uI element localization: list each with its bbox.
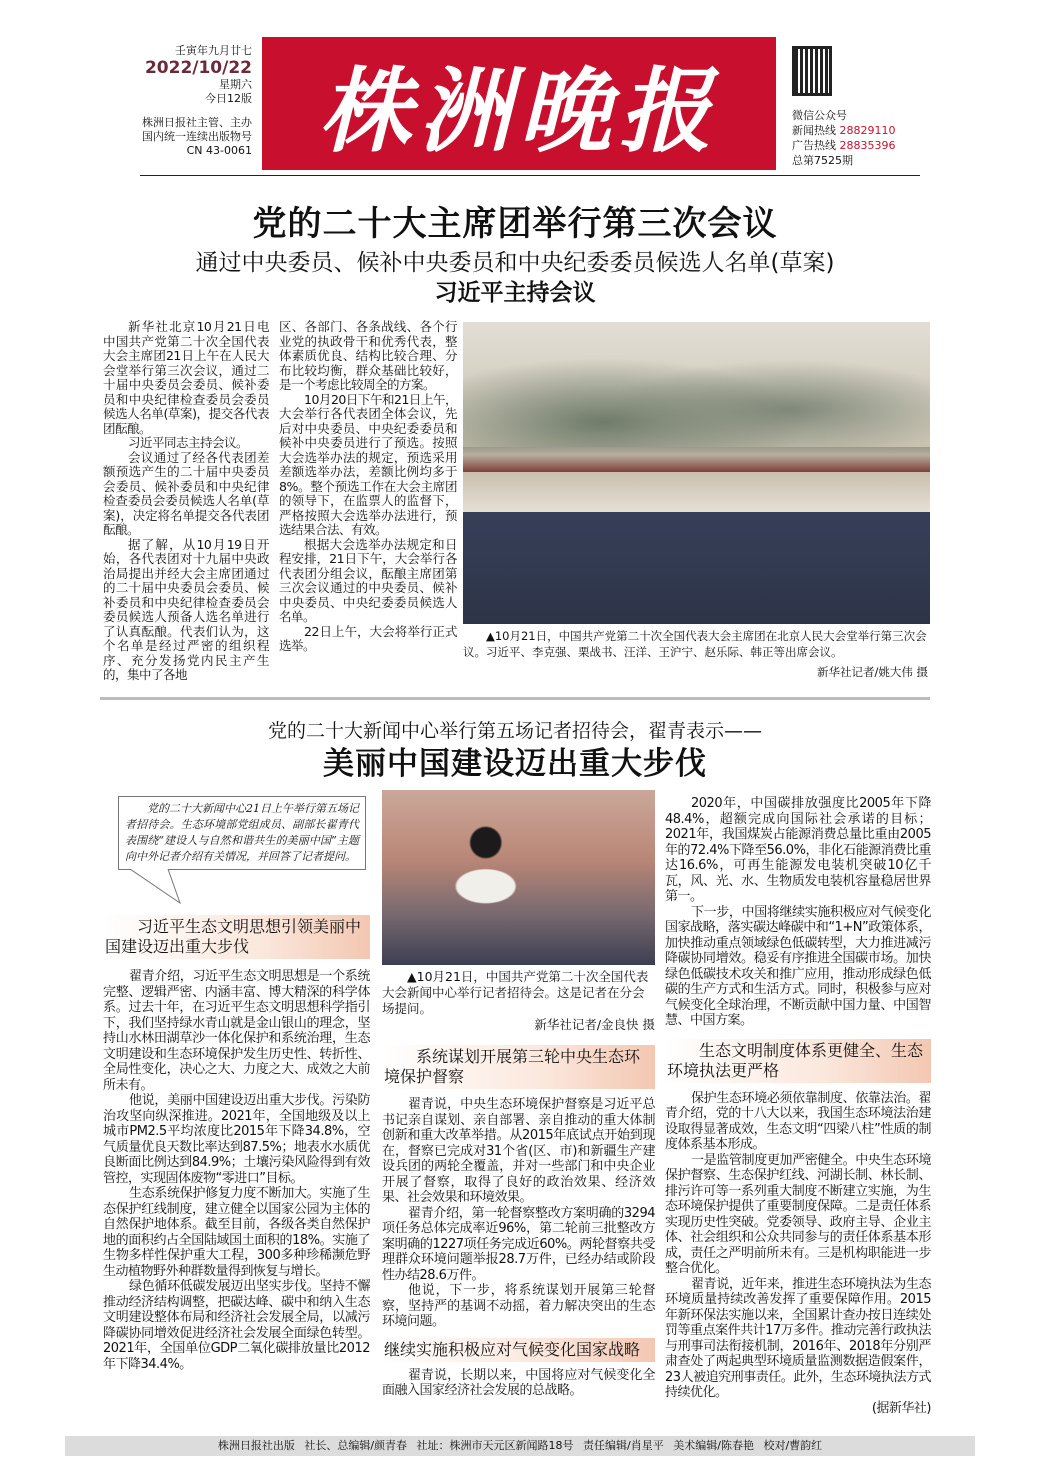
second-column-2	[382, 790, 655, 1399]
paragraph: 2020年，中国碳排放强度比2005年下降48.4%，超额完成向国际社会承诺的目标；2021年，我国煤炭占能源消费总量比重由2005年的72.4%下降至56.0%，非化石能源消费比重达16.6%，可再生能源发电装机突破10亿千瓦，风、光、水、生物质发电装机容量稳居世界第一。	[665, 796, 931, 904]
footer-imprint: 株洲日报社出版 社长、总编辑/颜青春 社址：株洲市天元区新闻路18号 责任编辑/肖星平 美术编辑/陈春艳 校对/曹韵红	[65, 1436, 975, 1456]
paragraph: 翟青说，近年来，推进生态环境执法为生态环境质量持续改善发挥了重要保障作用。2015年新环保法实施以来，全国累计查办按日连续处罚等重点案件共计17万多件。推动完善行政执法与刑事司法衔接机制，2016年、2018年分别严肃查处了两起典型环境质量监测数据造假案件，23人被追究刑事责任。此外，生态环境执法方式持续优化。	[665, 1276, 931, 1400]
section-2-text	[382, 1097, 655, 1330]
paragraph: 10月20日下午和21日上午，大会举行各代表团全体会议，先后对中央委员、中央纪委委员和候补中央委员进行了预选。按照大会选举办法的规定，预选采用差额选举办法，差额比例均多于8%。整个预选工作在大会主席团的领导下，在监票人的监督下，严格按照大会选举办法进行，预选结果合法、有效。	[279, 391, 457, 537]
second-column-1	[103, 796, 370, 1372]
masthead-right-info	[792, 108, 896, 168]
paragraph: 翟青说，长期以来，中国将应对气候变化全面融入国家经济社会发展的总战略。	[382, 1367, 655, 1398]
photo-caption: ▲10月21日，中国共产党第二十次全国代表大会新闻中心举行记者招待会。这是记者在分会场提问。	[382, 969, 649, 1016]
section-heading: 系统谋划开展第三轮中央生态环 境保护督察	[382, 1045, 655, 1089]
paragraph: 一是监管制度更加严密健全。中央生态环境保护督察、生态保护红线、河湖长制、林长制、排污许可等一系列重大制度不断建立实施，为生态环境保护提供了重要制度保障。二是责任体系实现历史性突破。党委领导、政府主导、企业主体、社会组织和公众共同参与的责任体系基本形成，责任之严明前所未有。三是机构职能进一步整合优化。	[665, 1152, 931, 1276]
section-4-text	[665, 1091, 931, 1417]
newspaper-logo: 株洲晚报	[262, 37, 776, 170]
section-heading: 生态文明制度体系更健全、生态 环境执法更严格	[665, 1039, 931, 1083]
cn-number: CN 43-0061	[186, 144, 252, 157]
news-hotline-label: 新闻热线	[792, 124, 836, 137]
news-hotline: 28829110	[839, 124, 896, 137]
section-1-text	[103, 969, 370, 1372]
divider	[100, 697, 930, 700]
paragraph: 下一步，中国将继续实施积极应对气候变化国家战略，落实碳达峰碳中和“1+N”政策体系，加快推动重点领域绿色低碳转型，大力推进减污降碳协同增效。稳妥有序推进全国碳市场。加快绿色低碳技术攻关和推广应用，推动形成绿色低碳的生产方式和生活方式。同时，积极参与应对气候变化全球治理，不断贡献中国力量、中国智慧、中国方案。	[665, 904, 931, 1028]
lead-subhead: 通过中央委员、候补中央委员和中央纪委委员候选人名单(草案)	[195, 250, 835, 276]
paragraph: 根据大会选举办法规定和日程安排，21日下午，大会举行各代表团分组会议，酝酿主席团第三次会议通过的中央委员、候补中央委员、中央纪委委员候选人名单。	[279, 536, 457, 624]
paragraph: 生态系统保护修复力度不断加大。实施了生态保护红线制度，建立健全以国家公园为主体的自然保护地体系。截至目前，各级各类自然保护地的面积约占全国陆域国土面积的18%。实施了生物多样性保护重大工程，300多种珍稀濒危野生动植物野外种群数量得到恢复与增长。	[103, 1186, 370, 1279]
section-3-text-start	[382, 1368, 655, 1399]
paragraph: 翟青说，中央生态环境保护督察是习近平总书记亲自谋划、亲自部署、亲自推动的重大体制创新和重大改革举措。从2015年底试点开始到现在，督察已完成对31个省(区、市)和新疆生产建设兵团的两轮全覆盖，并对一些部门和中央企业开展了督察，取得了良好的政治效果、经济效果、社会效果和环境效果。	[382, 1097, 655, 1205]
second-column-3	[665, 796, 931, 1416]
paragraph: 保护生态环境必须依靠制度、依靠法治。翟青介绍，党的十八大以来，我国生态环境法治建设取得显著成效，生态文明“四梁八柱”性质的制度体系基本形成。	[665, 1090, 931, 1152]
paragraph: 据了解，从10月19日开始，各代表团对十九届中央政治局提出并经大会主席团通过的二十届中央委员会委员、候补委员和中央纪律检查委员会委员候选人预备人选名单进行了认真酝酿。代表们认为，这个名单是经过严密的组织程序、充分发扬党内民主产生的，集中了各地	[103, 536, 269, 682]
lead-headline: 党的二十大主席团举行第三次会议	[252, 204, 778, 244]
issue-number: 总第7525期	[792, 154, 853, 167]
divider	[140, 175, 920, 176]
masthead-left-info	[130, 44, 252, 158]
ad-hotline: 28835396	[839, 139, 896, 152]
publisher-line: 国内统一连续出版物号	[142, 130, 252, 143]
qr-code-icon	[792, 46, 832, 96]
lead-photo-credit: 新华社记者/姚大伟 摄	[816, 665, 928, 679]
wechat-label: 微信公众号	[792, 109, 847, 122]
lead-column-2	[279, 320, 457, 654]
press-conference-photo	[382, 790, 655, 965]
photo-credit: 新华社记者/金良快 摄	[534, 1017, 655, 1032]
section-heading: 继续实施积极应对气候变化国家战略	[382, 1338, 655, 1362]
section-3-text	[665, 796, 931, 1029]
paragraph: 习近平同志主持会议。	[128, 435, 249, 450]
lead-photo	[463, 322, 930, 624]
paragraph: 区、各部门、各条战线、各个行业党的执政骨干和优秀代表，整体素质优良、结构比较合理、分布比较均衡，群众基础比较好，是一个考虑比较周全的方案。	[279, 319, 457, 392]
paragraph: 22日上午，大会将举行正式选举。	[279, 623, 457, 653]
lead-photo-caption: ▲10月21日，中国共产党第二十次全国代表大会主席团在北京人民大会堂举行第三次会议。习近平、李克强、栗战书、汪洋、王沪宁、赵乐际、韩正等出席会议。	[463, 629, 927, 659]
paragraph: 他说，下一步，将系统谋划开展第三轮督察，坚持严的基调不动摇，着力解决突出的生态环境问题。	[382, 1283, 655, 1329]
second-kicker: 党的二十大新闻中心举行第五场记者招待会，翟青表示——	[267, 720, 762, 742]
paragraph: 他说，美丽中国建设迈出重大步伐。污染防治攻坚向纵深推进。2021年，全国地级及以上城市PM2.5平均浓度比2015年下降34.8%，空气质量优良天数比率达到87.5%；地表水水质优良断面比例达到84.9%；土壤污染风险得到有效管控，实现固体废物“零进口”目标。	[103, 1093, 370, 1186]
paragraph: 翟青介绍，第一轮督察整改方案明确的3294项任务总体完成率近96%，第二轮前三批整改方案明确的1227项任务完成近60%。两轮督察共受理群众环境问题举报28.7万件，已经办结或阶段性办结28.6万件。	[382, 1205, 655, 1283]
paragraph: 新华社北京10月21日电 中国共产党第二十次全国代表大会主席团21日上午在人民大会堂举行第三次会议，通过二十届中央委员会委员、候补委员和中央纪律检查委员会委员候选人名单(草案)，提交各代表团酝酿。	[103, 319, 269, 436]
page-count: 今日12版	[205, 92, 252, 105]
weekday: 星期六	[219, 78, 252, 91]
issue-date: 2022/10/22	[144, 58, 252, 78]
callout-box: 党的二十大新闻中心21日上午举行第五场记者招待会。生态环境部党组成员、副部长翟青代表围绕“建设人与自然和谐共生的美丽中国”主题向中外记者介绍有关情况，并回答了记者提问。	[118, 796, 366, 870]
lead-column-1	[103, 320, 269, 683]
publisher-line: 株洲日报社主管、主办	[142, 116, 252, 129]
second-headline: 美丽中国建设迈出重大步伐	[323, 746, 707, 782]
section-heading: 习近平生态文明思想引领美丽中 国建设迈出重大步伐	[103, 915, 370, 959]
paragraph: 翟青介绍，习近平生态文明思想是一个系统完整、逻辑严密、内涵丰富、博大精深的科学体系。过去十年，在习近平生态文明思想科学指引下，我们坚持绿水青山就是金山银山的理念，坚持山水林田湖草沙一体化保护和系统治理，生态文明建设和生态环境保护发生历史性、转折性、全局性变化，决心之大、力度之大、成效之大前所未有。	[103, 969, 370, 1093]
paragraph: 绿色循环低碳发展迈出坚实步伐。坚持不懈推动经济结构调整，把碳达峰、碳中和纳入生态文明建设整体布局和经济社会发展全局，以减污降碳协同增效促进经济社会发展全面绿色转型。2021年，全国单位GDP二氧化碳排放量比2012年下降34.4%。	[103, 1279, 370, 1372]
lead-subhead-2: 习近平主持会议	[434, 280, 596, 306]
paragraph: 会议通过了经各代表团差额预选产生的二十届中央委员会委员、候补委员和中央纪律检查委员会委员候选人名单(草案)，决定将名单提交各代表团酝酿。	[103, 449, 269, 537]
lunar-date: 壬寅年九月廿七	[175, 44, 252, 57]
source-credit: (据新华社)	[871, 1400, 931, 1416]
ad-hotline-label: 广告热线	[792, 139, 836, 152]
callout-tail	[130, 869, 190, 905]
